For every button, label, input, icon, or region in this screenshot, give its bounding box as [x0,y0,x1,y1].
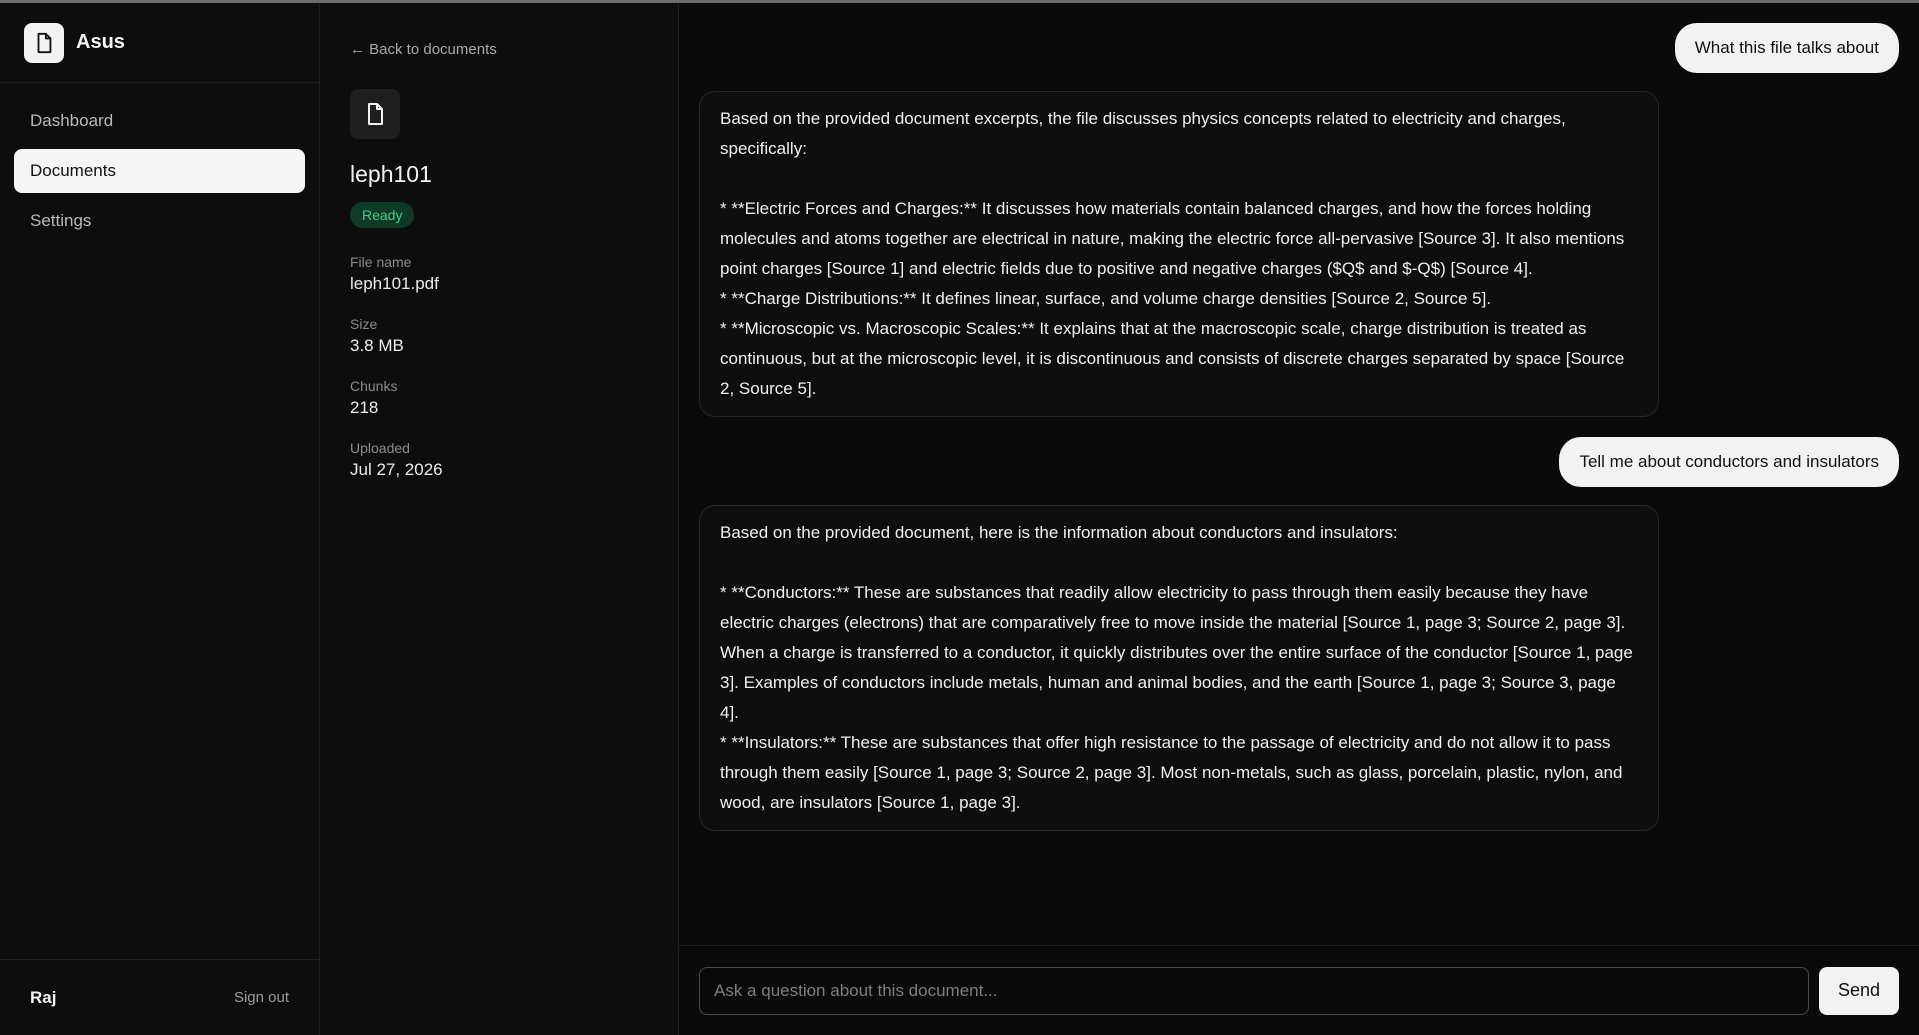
meta-label: File name [350,254,412,270]
chat-area [679,3,1919,1035]
meta-label: Size [350,316,378,332]
file-icon [350,89,400,139]
user-message-bubble: What this file talks about [1675,23,1899,73]
document-panel [320,3,679,1035]
back-to-documents-link[interactable]: ← Back to documents [350,41,497,58]
send-button[interactable]: Send [1819,967,1899,1015]
user-message [699,23,1899,73]
meta-value: 3.8 MB [350,336,404,355]
sidebar [0,3,320,1035]
meta-label: Chunks [350,378,398,394]
brand-name: Asus [76,31,125,53]
message-list [679,3,1919,831]
assistant-message: Based on the provided document excerpts, the file discusses physics concepts related to electricity and charges, specifically: * **Electric Forces and Charges:** It discusses how materials contain balanced charges, and how the forces holding molecules and atoms together are electrical in nature, making the electric force all-pervasive [Source 3]. It also mentions point charges [Source 1] and electric fields due to positive and negative charges ($Q$ and $-Q$) [Source 4]. * **Charge Distributions:** It defines linear, surface, and volume charge densities [Source 2, Source 5]. * **Microscopic vs. Macroscopic Scales:** It explains that at the macroscopic scale, charge distribution is treated as continuous, but at the microscopic level, it is discontinuous and consists of discrete charges separated by space [Source 2, Source 5]. [699,91,1659,417]
meta-chunks [350,378,648,418]
user-message [699,437,1899,487]
sign-out-button[interactable]: Sign out [233,989,289,1006]
meta-uploaded [350,440,648,480]
document-metadata [350,254,648,480]
sidebar-nav [0,83,319,265]
meta-value: 218 [350,398,379,417]
file-icon [24,23,64,63]
question-input[interactable] [699,967,1809,1015]
status-badge: Ready [350,202,414,228]
user-name: Raj [30,987,57,1007]
user-message-bubble: Tell me about conductors and insulators [1559,437,1899,487]
meta-value: Jul 27, 2026 [350,460,443,479]
meta-label: Uploaded [350,440,410,456]
sidebar-footer [0,959,319,1035]
document-title: leph101 [350,161,432,187]
sidebar-item-settings[interactable]: Settings [30,211,92,230]
assistant-message: Based on the provided document, here is the information about conductors and insulators: * **Conductors:** These are substances that readily allow electricity to pass through them easily because they have electric charges (electrons) that are comparatively free to move inside the material [Source 1, page 3; Source 2, page 3]. When a charge is transferred to a conductor, it quickly distributes over the entire surface of the conductor [Source 1, page 3]. Examples of conductors include metals, human and animal bodies, and the earth [Source 1, page 3; Source 3, page 4]. * **Insulators:** These are substances that offer high resistance to the passage of electricity and do not allow it to pass through them easily [Source 1, page 3; Source 2, page 3]. Most non-metals, such as glass, porcelain, plastic, nylon, and wood, are insulators [Source 1, page 3]. [699,505,1659,831]
meta-file-name [350,254,648,294]
composer [679,945,1919,1035]
meta-size [350,316,648,356]
meta-value: leph101.pdf [350,274,439,293]
brand [0,3,319,83]
sidebar-item-dashboard[interactable]: Dashboard [30,111,114,130]
sidebar-item-documents[interactable]: Documents [14,149,305,193]
